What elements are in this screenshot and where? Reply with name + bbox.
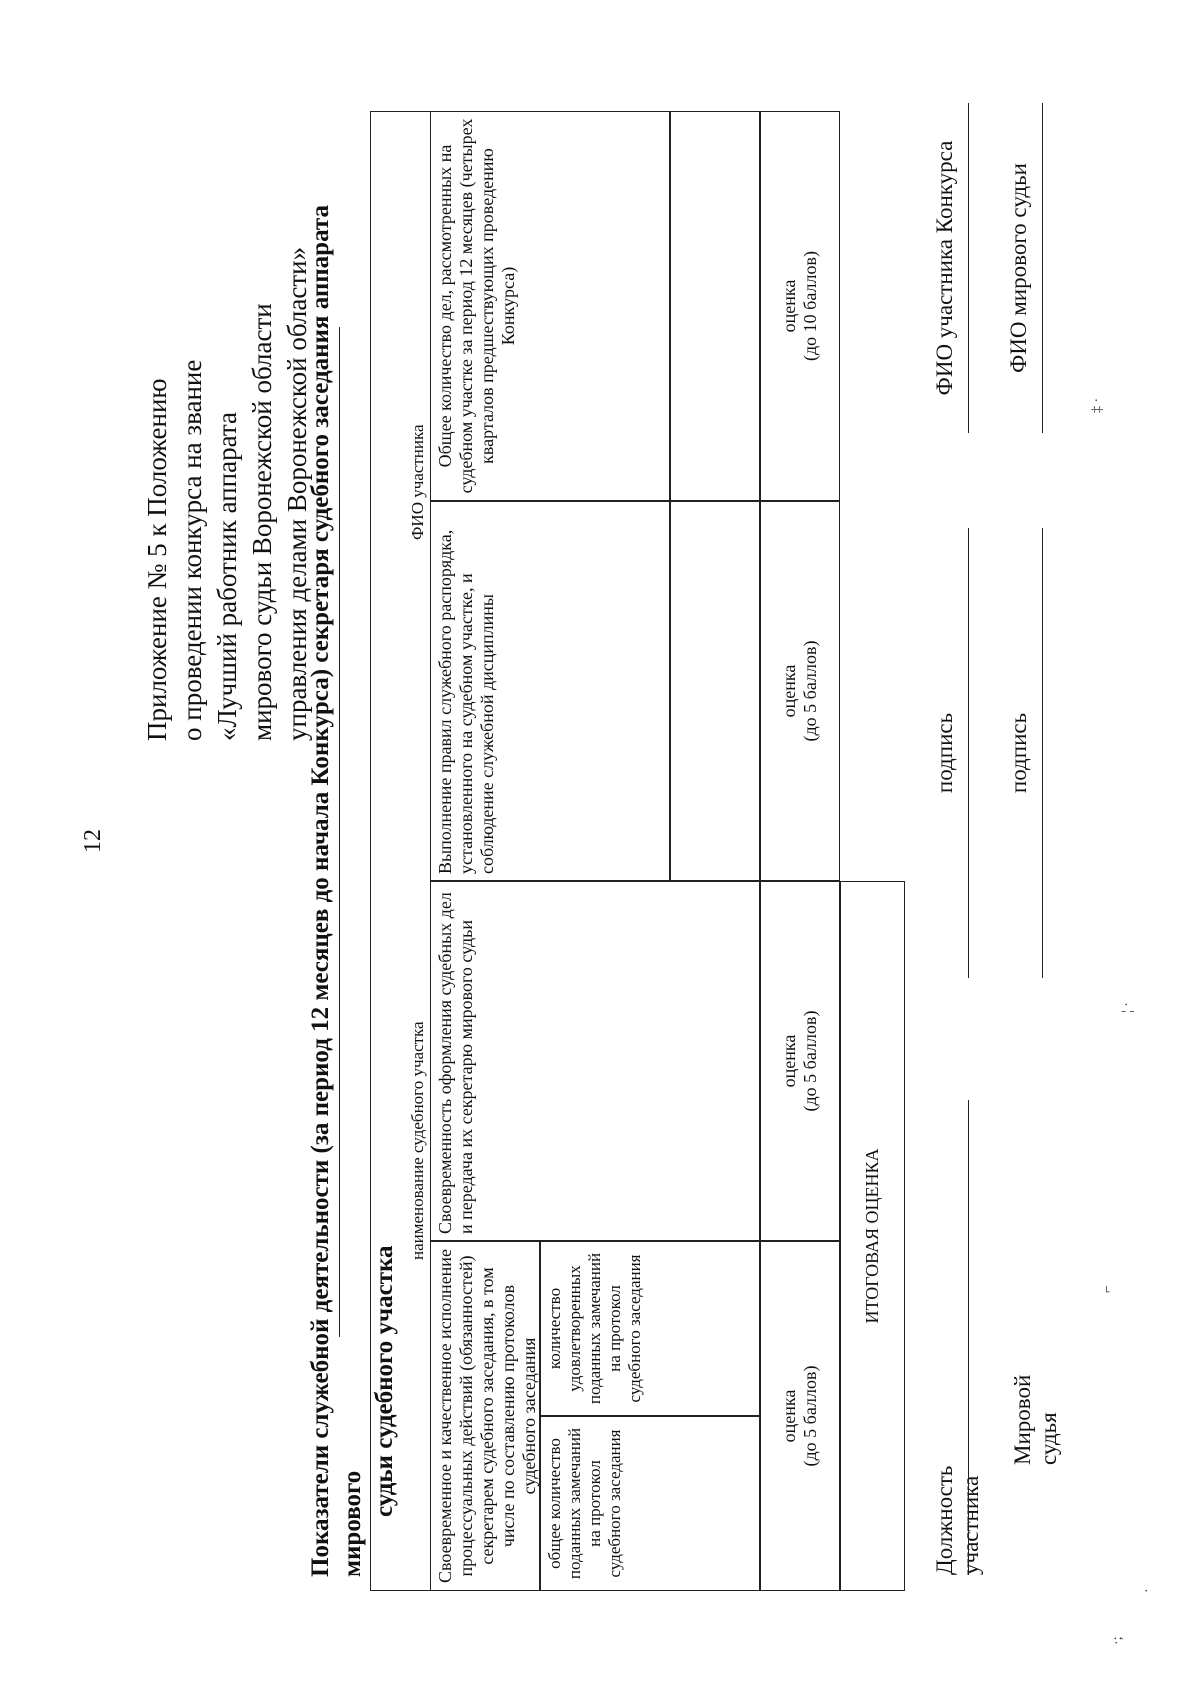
appendix-line: мирового судьи Воронежской области	[247, 303, 277, 741]
signature-line	[968, 1100, 969, 1575]
value-cell	[670, 501, 760, 881]
scan-noise: ·	[1140, 1588, 1155, 1593]
judge-label: Мировой судья	[1010, 1374, 1061, 1465]
criterion-cell-1: Своевременное и качественное исполнение процессуальных действий (обязанностей) секретарем судебного заседания, в том числе по составлению протоколов судебного заседания	[430, 1241, 540, 1591]
participant-label: ФИО участника	[408, 424, 427, 540]
sub-criterion-cell-1: общее количество поданных замечаний на протокол судебного заседания	[540, 1416, 760, 1591]
score-cell-4	[760, 111, 840, 501]
appendix-line: управления делами Воронежской области»	[282, 246, 312, 741]
score-cell-2	[760, 881, 840, 1241]
signature-caption: подпись	[1006, 712, 1031, 794]
score-range: (до 5 баллов)	[800, 1010, 820, 1112]
score-label: оценка	[779, 1034, 799, 1088]
title-underline	[339, 327, 340, 1337]
total-score-cell	[840, 881, 905, 1591]
score-cell-3	[760, 501, 840, 881]
participant-position-label: Должность участника	[932, 1465, 983, 1575]
scan-noise: ⌐	[1100, 1285, 1115, 1293]
sub-criterion-cell-2: количество удовлетворенных поданных замечаний на протокол судебного заседания	[540, 1241, 760, 1416]
score-range: (до 5 баллов)	[800, 1365, 820, 1467]
title-line: Показатели служебной деятельности (за период 12 месяцев до начала Конкурса) секретаря судебного заседания аппарата мирового	[307, 204, 366, 1577]
title-line: судьи судебного участка	[371, 1245, 398, 1517]
scan-noise: ¦ ·	[1120, 1002, 1135, 1013]
score-table	[370, 111, 905, 1591]
signature-line	[1042, 103, 1043, 433]
appendix-line: о проведении конкурса на звание	[177, 359, 207, 741]
criterion-cell-4: Общее количество дел, рассмотренных на судебном участке за период 12 месяцев (четырех кварталов предшествующих проведению Конкурса)	[430, 111, 670, 501]
score-range: (до 5 баллов)	[800, 640, 820, 742]
participant-name-caption: ФИО участника Конкурса	[932, 140, 957, 396]
appendix-line: Приложение № 5 к Положению	[142, 378, 172, 741]
score-label: оценка	[779, 664, 799, 718]
score-label: оценка	[779, 1389, 799, 1443]
page-number: 12	[80, 829, 106, 853]
appendix-line: «Лучший работник аппарата	[212, 412, 242, 741]
total-score-label: ИТОГОВАЯ ОЦЕНКА	[862, 1148, 882, 1324]
score-cell-1	[760, 1241, 840, 1591]
score-range: (до 10 баллов)	[800, 251, 820, 361]
court-area-label: наименование судебного участка	[408, 1021, 427, 1260]
signature-caption: подпись	[932, 712, 957, 794]
scan-noise: ·;	[1110, 1636, 1125, 1645]
value-cell	[670, 111, 760, 501]
table-header-row	[370, 111, 430, 1591]
criterion-cell-3: Выполнение правил служебного распорядка, установленного на судебном участке, и соблюдение служебной дисциплины	[430, 501, 670, 881]
score-label: оценка	[779, 279, 799, 333]
scan-noise: ‡ ·	[1090, 397, 1105, 413]
signature-line	[968, 528, 969, 978]
appendix-header	[140, 101, 315, 741]
signature-line	[1042, 528, 1043, 978]
judge-name-caption: ФИО мирового судьи	[1006, 163, 1031, 373]
criterion-cell-2: Своевременность оформления судебных дел и передача их секретарю мирового судьи	[430, 881, 760, 1241]
signature-line	[968, 103, 969, 433]
